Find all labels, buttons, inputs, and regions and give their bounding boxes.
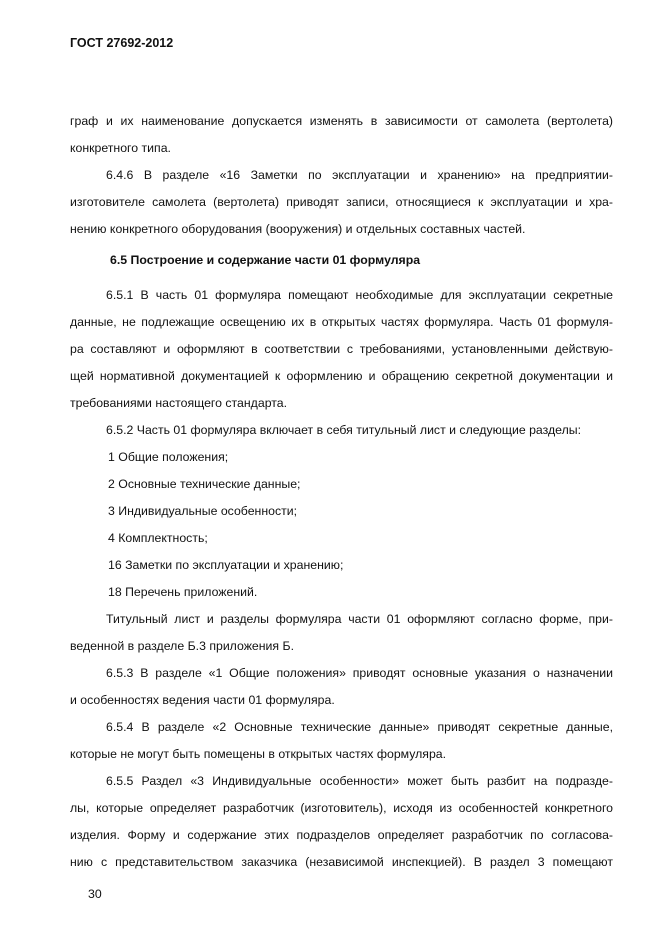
text-line: 6.5.4 В разделе «2 Основные технические данные» приводят секретные данные, <box>106 720 613 734</box>
page-number: 30 <box>88 887 102 901</box>
text-line: требованиями настоящего стандарта. <box>70 396 288 410</box>
text-line: лы, которые определяет разработчик (изготовитель), исходя из особенностей конкретного <box>70 801 613 815</box>
text-line: данные, не подлежащие освещению их в открытых частях формуляра. Часть 01 формуля- <box>70 315 613 329</box>
list-item: 3 Индивидуальные особенности; <box>108 504 298 518</box>
text-line: нению конкретного оборудования (вооружения) и отдельных составных частей. <box>70 222 526 236</box>
text-line: 6.4.6 В разделе «16 Заметки по эксплуатации и хранению» на предприятии- <box>106 168 613 182</box>
text-line: 6.5.3 В разделе «1 Общие положения» приводят основные указания о назначении <box>106 666 613 680</box>
list-item: 1 Общие положения; <box>108 450 229 464</box>
text-line: изготовителе самолета (вертолета) приводят записи, относящиеся к эксплуатации и хра- <box>70 195 613 209</box>
text-line: конкретного типа. <box>70 141 171 155</box>
text-line: и особенностях ведения части 01 формуляра. <box>70 693 335 707</box>
text-line: которые не могут быть помещены в открытых частях формуляра. <box>70 747 447 761</box>
list-item: 4 Комплектность; <box>108 531 208 545</box>
text-line: веденной в разделе Б.3 приложения Б. <box>70 639 294 653</box>
list-item: 2 Основные технические данные; <box>108 477 301 491</box>
text-line: нию с представительством заказчика (независимой инспекцией). В раздел 3 помещают <box>70 855 613 869</box>
list-item: 16 Заметки по эксплуатации и хранению; <box>108 558 344 572</box>
text-line: изделия. Форму и содержание этих подразделов определяет разработчик по согласова- <box>70 828 613 842</box>
text-line: граф и их наименование допускается изменять в зависимости от самолета (вертолета) <box>70 114 613 128</box>
list-item: 18 Перечень приложений. <box>108 585 258 599</box>
document-header: ГОСТ 27692-2012 <box>70 36 174 50</box>
text-line: 6.5.1 В часть 01 формуляра помещают необходимые для эксплуатации секретные <box>106 288 613 302</box>
text-line: Титульный лист и разделы формуляра части 01 оформляют согласно форме, при- <box>106 612 613 626</box>
text-line: щей нормативной документацией к оформлению и обращению секретной документации и <box>70 369 613 383</box>
text-line: 6.5.5 Раздел «3 Индивидуальные особенности» может быть разбит на подразде- <box>106 774 613 788</box>
text-line: ра составляют и оформляют в соответствии с требованиями, установленными действую- <box>70 342 613 356</box>
section-heading: 6.5 Построение и содержание части 01 формуляра <box>110 253 421 267</box>
text-line: 6.5.2 Часть 01 формуляра включает в себя титульный лист и следующие разделы: <box>106 423 582 437</box>
